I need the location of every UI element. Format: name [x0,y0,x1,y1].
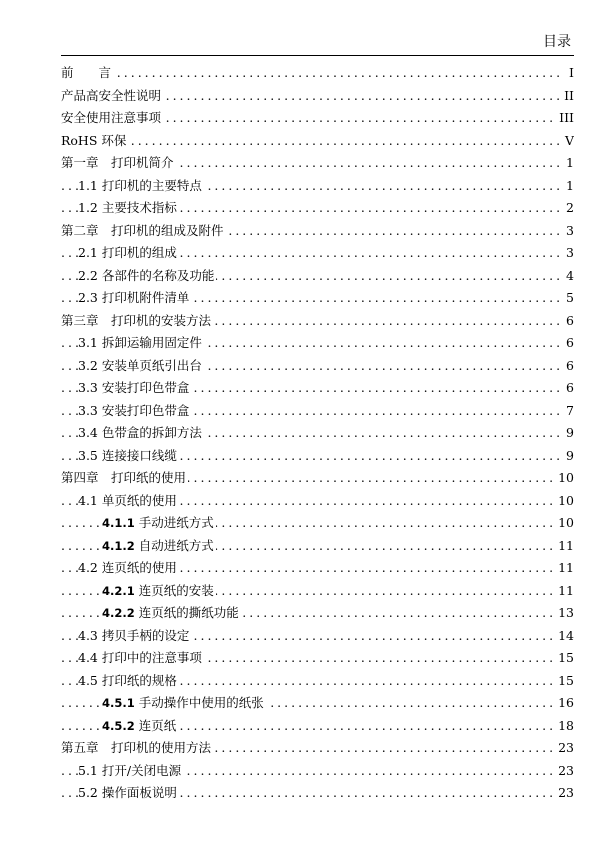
toc-entry[interactable] [61,445,574,468]
toc-entry-page: 5 [562,287,574,310]
toc-entry-page: V [561,130,574,153]
toc-entry-label [78,175,204,198]
toc-entry-text: 第二章 打印机的组成及附件 [61,222,224,238]
toc-entry-text: 手动操作中使用的纸张 [138,695,264,710]
toc-entry-label [78,760,183,783]
toc-entry-text: 连页纸的安装 [138,582,214,598]
toc-entry-label [102,580,216,603]
toc-entry-text: 第一章 打印机简介 [61,155,174,170]
toc-entry-label [78,782,179,805]
toc-entry-text: RoHS 环保 [61,132,127,148]
toc-entry-number: 5.2 [78,785,98,800]
toc-entry-text: 安全使用注意事项 [61,110,162,125]
toc-entry-label [78,625,191,648]
toc-entry[interactable] [61,535,574,558]
toc-entry[interactable] [61,422,574,445]
toc-entry[interactable] [61,692,574,715]
toc-entry-label [78,422,204,445]
toc-entry-page: 9 [562,422,574,445]
toc-entry-text: 各部件的名称及功能 [101,267,215,283]
toc-entry-number: 4.2.2 [102,606,135,620]
toc-entry-text: 拆卸运输用固定件 [101,335,202,350]
toc-entry-number: 2.2 [78,267,98,283]
toc-entry-page: 10 [554,467,574,490]
toc-entry-page: 11 [554,557,574,580]
toc-entry[interactable] [61,377,574,400]
toc-entry-text: 第三章 打印机的安装方法 [61,312,212,328]
toc-entry-number: 4.1 [78,492,98,508]
toc-entry-label [78,670,179,693]
toc-entry-page: I [565,62,574,85]
toc-entry-page: 10 [554,512,574,535]
toc-entry-label [78,557,179,580]
toc-entry[interactable] [61,107,574,130]
toc-entry-page: III [555,107,574,130]
toc-entry-label [61,467,188,490]
toc-entry-text: 拷贝手柄的设定 [101,627,190,643]
toc-entry-label [102,715,178,738]
toc-entry[interactable] [61,85,574,108]
toc-entry[interactable] [61,715,574,738]
toc-entry-page: 23 [554,760,574,783]
toc-entry[interactable] [61,220,574,243]
toc-entry[interactable] [61,265,574,288]
toc-entry-number: 4.1.1 [102,516,135,530]
toc-entry-number: 3.3 [78,402,98,418]
toc-entry-text: 打印机附件清单 [101,290,190,305]
toc-entry-text: 打印中的注意事项 [101,650,202,665]
toc-entry-text: 手动进纸方式 [138,515,214,530]
toc-entry-page: 6 [562,377,574,400]
toc-entry[interactable] [61,310,574,333]
toc-entry[interactable] [61,152,574,175]
toc-entry-label [61,220,226,243]
toc-entry-page: 1 [562,175,574,198]
toc-entry-label [78,265,216,288]
toc-entry-label [102,512,216,535]
toc-entry[interactable] [61,737,574,760]
toc-entry[interactable] [61,175,574,198]
toc-entry-page: 7 [562,400,574,423]
toc-entry-number: 1.1 [78,177,98,193]
toc-entry-page: II [560,85,574,108]
toc-entry-label [78,400,191,423]
toc-entry-number: 3.4 [78,425,98,440]
toc-entry-number: 5.1 [78,762,98,778]
toc-entry-text: 连页纸的撕纸功能 [138,605,239,620]
toc-entry-number: 4.5 [78,672,98,688]
toc-entry-label [61,310,213,333]
toc-entry-label [61,85,163,108]
toc-entry-number: 3.5 [78,447,98,463]
toc-entry-text: 连接接口线缆 [101,447,177,463]
toc-entry[interactable] [61,602,574,625]
page-header-title: 目录 [543,34,571,50]
toc-entry-label [102,692,266,715]
toc-entry[interactable] [61,580,574,603]
toc-entry-number: 3.3 [78,380,98,395]
toc-entry[interactable] [61,467,574,490]
toc-entry-page: 2 [562,197,574,220]
toc-entry-text: 单页纸的使用 [101,492,177,508]
toc-entry-label [78,647,204,670]
toc-entry-number: 4.5.2 [102,718,135,733]
toc-entry-label [78,355,204,378]
toc-entry-text: 打开/关闭电源 [101,762,182,778]
toc-entry-page: 11 [554,580,574,603]
toc-entry-text: 自动进纸方式 [138,537,214,553]
toc-entry-page: 6 [562,310,574,333]
toc-entry[interactable] [61,287,574,310]
toc-entry-page: 6 [562,355,574,378]
toc-entry[interactable] [61,400,574,423]
header-rule [61,55,574,56]
toc-entry-label [78,287,191,310]
toc-entry[interactable] [61,512,574,535]
toc-entry-text: 连页纸的使用 [101,560,177,575]
toc-entry-number: 4.5.1 [102,696,135,710]
toc-entry-number: 4.2 [78,560,98,575]
toc-entry-text: 连页纸 [138,717,177,733]
toc-entry-label [78,377,191,400]
toc-entry[interactable] [61,647,574,670]
dot-leader [61,130,560,153]
toc-entry-number: 4.3 [78,627,98,643]
toc-entry[interactable] [61,130,574,153]
toc-entry-text: 第五章 打印机的使用方法 [61,740,212,755]
toc-entry-text: 安装打印色带盒 [101,402,190,418]
toc-entry-text: 安装单页纸引出台 [101,357,202,373]
toc-entry-text: 前 言 [61,65,112,80]
toc-entry-label [78,332,204,355]
toc-entry-page: 16 [554,692,574,715]
toc-entry-number: 4.4 [78,650,98,665]
toc-entry-page: 15 [554,670,574,693]
toc-entry-text: 产品高安全性说明 [61,87,162,103]
toc-entry-page: 13 [554,602,574,625]
dot-leader [61,62,560,85]
toc-entry-number: 1.2 [78,200,98,215]
toc-entry-number: 2.1 [78,245,98,260]
toc-entry-text: 打印机的主要特点 [101,177,202,193]
toc-entry-text: 色带盒的拆卸方法 [101,425,202,440]
toc-entry-label [78,445,179,468]
toc-entry-page: 4 [562,265,574,288]
toc-entry-label [61,152,176,175]
toc-entry[interactable] [61,197,574,220]
toc-entry-text: 第四章 打印纸的使用 [61,470,187,485]
toc-entry[interactable] [61,670,574,693]
toc-entry-page: 6 [562,332,574,355]
toc-entry-label [102,535,216,558]
toc-entry-label [78,197,179,220]
toc-entry-label [61,130,128,153]
toc-entry-number: 4.1.2 [102,538,135,553]
toc-entry[interactable] [61,332,574,355]
toc-entry-label [78,490,179,513]
toc-entry-page: 3 [562,242,574,265]
toc-entry-number: 3.2 [78,357,98,373]
toc-entry-label [61,107,163,130]
toc-entry-page: 10 [554,490,574,513]
toc-entry-page: 23 [554,782,574,805]
toc-entry-text: 操作面板说明 [101,785,177,800]
toc-entry[interactable] [61,557,574,580]
toc-entry-text: 打印机的组成 [101,245,177,260]
toc-entry-label [78,242,179,265]
table-of-contents [61,62,574,805]
toc-entry[interactable] [61,490,574,513]
toc-entry[interactable] [61,760,574,783]
toc-entry-text: 安装打印色带盒 [101,380,190,395]
toc-entry[interactable] [61,62,574,85]
toc-entry-page: 11 [554,535,574,558]
toc-entry-page: 15 [554,647,574,670]
toc-entry-page: 18 [554,715,574,738]
toc-entry-text: 主要技术指标 [101,200,177,215]
toc-entry-page: 9 [562,445,574,468]
toc-entry-label [102,602,241,625]
toc-entry-page: 23 [554,737,574,760]
toc-entry-label [61,737,213,760]
toc-entry-text: 打印纸的规格 [101,672,177,688]
toc-entry[interactable] [61,242,574,265]
toc-entry-page: 14 [554,625,574,648]
toc-entry[interactable] [61,355,574,378]
toc-entry-number: 2.3 [78,290,98,305]
toc-entry[interactable] [61,625,574,648]
toc-entry-number: 4.2.1 [102,583,135,598]
toc-entry[interactable] [61,782,574,805]
toc-entry-label [61,62,113,85]
toc-entry-page: 3 [562,220,574,243]
toc-entry-number: 3.1 [78,335,98,350]
toc-entry-page: 1 [562,152,574,175]
